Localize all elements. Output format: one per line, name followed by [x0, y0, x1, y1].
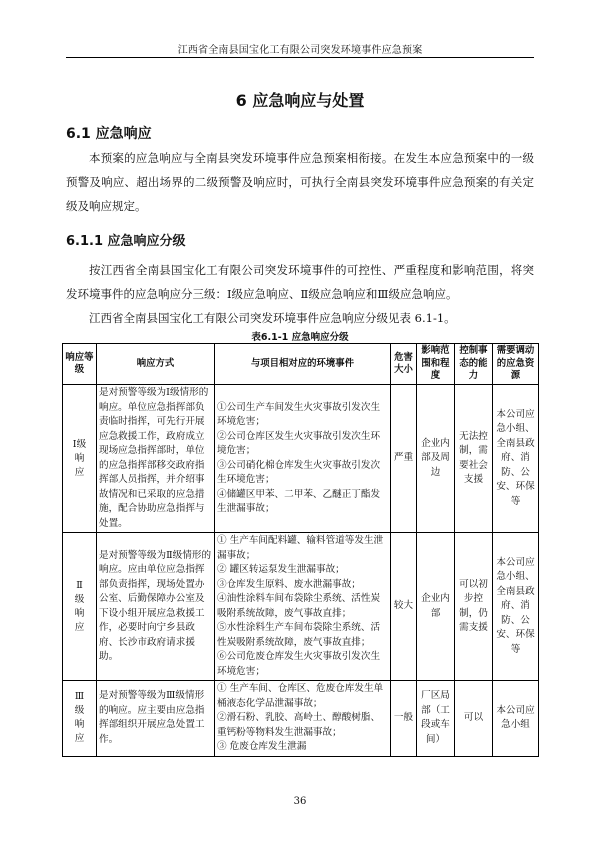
- section-6-1-1-heading: 6.1.1 应急响应分级: [66, 234, 186, 249]
- event-item: ④油性涂料车间布袋除尘系统、活性炭吸附系统故障，废气事故直排；: [217, 593, 381, 619]
- severity-cell: 较大: [391, 533, 417, 681]
- control-cell: 可以初步控制，仍需支援: [455, 533, 493, 681]
- header-rule: [66, 57, 534, 58]
- col-header-severity: 危害大小: [391, 344, 417, 385]
- event-item: ① 生产车间、仓库区、危废仓库发生单桶液态化学品泄漏事故；: [217, 683, 384, 709]
- method-cell: 是对预警等级为Ⅰ级情形的响应。单位应急指挥部负责临时指挥，可先行开展应急救援工作，政府成立现场应急指挥部时，单位的应急指挥部移交政府指挥部人员指挥，并介绍事故情况和已采取的应急措施，配合协助应急指挥与处置。: [97, 385, 215, 533]
- section-6-1-1-paragraph-1: 按江西省全南县国宝化工有限公司突发环境事件的可控性、严重程度和影响范围，将突发环境事件的应急响应分三级：Ⅰ级应急响应、Ⅱ级应急响应和Ⅲ级应急响应。: [66, 263, 534, 301]
- method-cell: 是对预警等级为Ⅲ级情形的响应。应主要由应急指挥部组织开展应急处置工作。: [97, 681, 215, 757]
- section-6-1-heading: 6.1 应急响应: [66, 126, 152, 142]
- event-item: ③ 危废仓库发生泄漏: [217, 741, 307, 752]
- table-header-row: [63, 344, 539, 385]
- col-header-events: 与项目相对应的环境事件: [215, 344, 391, 385]
- table-caption: 表6.1-1 应急响应分级: [251, 332, 349, 343]
- events-cell: [215, 533, 391, 681]
- event-item: ①公司生产车间发生火灾事故引发次生环境危害；: [217, 401, 381, 427]
- resources-cell: 本公司应急小组、全南县政府、消防、公安、环保等: [493, 385, 539, 533]
- scope-cell: 厂区局部（工段或车间）: [417, 681, 455, 757]
- table-row: [63, 533, 539, 681]
- section-6-1-1-paragraph-2: 江西省全南县国宝化工有限公司突发环境事件应急响应分级见表 6.1-1。: [89, 311, 456, 325]
- chapter-title: 6 应急响应与处置: [235, 91, 365, 110]
- event-item: ②滑石粉、乳胶、高岭土、醇酸树脂、重钙粉等物料发生泄漏事故；: [217, 712, 381, 738]
- col-header-scope: 影响范围和程度: [417, 344, 455, 385]
- events-cell: [215, 385, 391, 533]
- severity-cell: 一般: [391, 681, 417, 757]
- col-header-method: 响应方式: [97, 344, 215, 385]
- severity-cell: 严重: [391, 385, 417, 533]
- event-item: ④储罐区甲苯、二甲苯、乙醚正丁酯发生泄漏事故；: [217, 488, 381, 514]
- resources-cell: 本公司应急小组: [493, 681, 539, 757]
- method-cell: 是对预警等级为Ⅱ级情形的响应。应由单位应急指挥部负责指挥，现场处置办公室、后勤保障办公室及下设小组开展应急救援工作，必要时向宁乡县政府、长沙市政府请求援助。: [97, 533, 215, 681]
- response-level-table: [62, 343, 539, 757]
- event-item: ③公司硝化棉仓库发生火灾事故引发次生环境危害；: [217, 459, 381, 485]
- running-header: 江西省全南县国宝化工有限公司突发环境事件应急预案: [177, 45, 423, 56]
- event-item: ③仓库发生原料、废水泄漏事故；: [217, 578, 361, 590]
- col-header-level: 响应等级: [63, 344, 97, 385]
- events-cell: [215, 681, 391, 757]
- scope-cell: 企业内部及周边: [417, 385, 455, 533]
- col-header-resources: 需要调动的应急资源: [493, 344, 539, 385]
- level-cell: Ⅱ级响应: [63, 533, 97, 681]
- page-number: 36: [293, 796, 307, 807]
- level-cell: Ⅲ级响应: [63, 681, 97, 757]
- scope-cell: 企业内部: [417, 533, 455, 681]
- event-item: ⑥公司危废仓库发生火灾事故引发次生环境危害；: [217, 651, 381, 677]
- control-cell: 无法控制，需要社会支援: [455, 385, 493, 533]
- table-row: [63, 681, 539, 757]
- control-cell: 可以: [455, 681, 493, 757]
- event-item: ②公司仓库区发生火灾事故引发次生环境危害；: [217, 430, 381, 456]
- table-row: [63, 385, 539, 533]
- section-6-1-paragraph: 本预案的应急响应与全南县突发环境事件应急预案相衔接。在发生本应急预案中的一级预警及响应、超出场界的二级预警及响应时，可执行全南县突发环境事件应急预案的有关定级及响应规定。: [66, 151, 534, 213]
- event-item: ⑤水性涂料生产车间布袋除尘系统、活性炭吸附系统故障，废气事故直排；: [217, 622, 381, 648]
- event-item: ② 罐区转运泵发生泄漏事故；: [217, 564, 345, 575]
- resources-cell: 本公司应急小组、全南县政府、消防、公安、环保等: [493, 533, 539, 681]
- col-header-control: 控制事态的能力: [455, 344, 493, 385]
- level-cell: Ⅰ级响应: [63, 385, 97, 533]
- event-item: ① 生产车间配料罐、输料管道等发生泄漏事故；: [217, 535, 384, 561]
